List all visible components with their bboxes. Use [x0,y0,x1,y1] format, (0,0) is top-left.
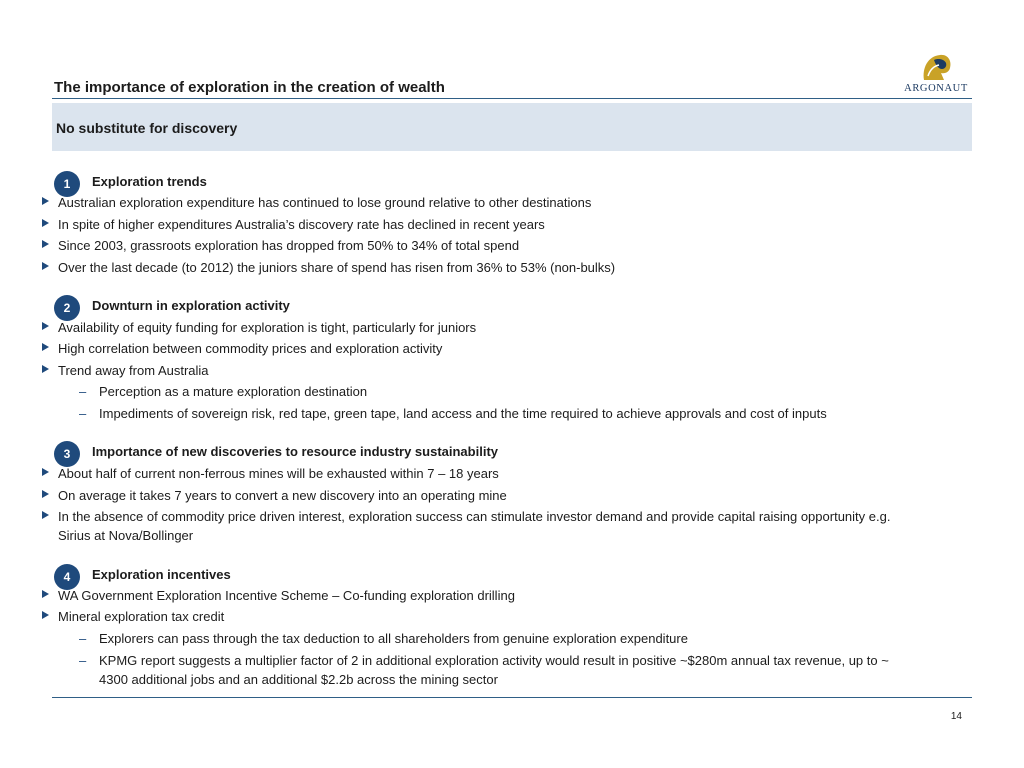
page-title: The importance of exploration in the creation of wealth [54,79,445,96]
bullet-arrow-icon [42,511,49,519]
sub-list-item: – Impediments of sovereign risk, red tape, green tape, land access and the time required to achieve approvals and cost of inputs [79,406,827,421]
dash-bullet: – [79,384,87,399]
section-heading: Downturn in exploration activity [92,298,290,313]
bullet-arrow-icon [42,365,49,373]
dash-bullet: – [79,653,87,668]
list-item: Over the last decade (to 2012) the juniors share of spend has risen from 36% to 53% (non-bulks) [58,258,908,277]
bullet-arrow-icon [42,468,49,476]
bullet-arrow-icon [42,611,49,619]
list-item: In spite of higher expenditures Australia’s discovery rate has declined in recent years [58,215,908,234]
section-number-badge: 3 [54,441,80,467]
section-number-badge: 2 [54,295,80,321]
argonaut-logo [898,50,974,96]
section-heading: Exploration trends [92,174,207,189]
subtitle-band [52,103,972,151]
logo-wordmark: ARGONAUT [904,83,968,94]
list-item: About half of current non-ferrous mines will be exhausted within 7 – 18 years [58,464,908,483]
list-item: High correlation between commodity prices and exploration activity [58,339,908,358]
footer-divider [52,697,972,698]
sub-list-item: – Perception as a mature exploration destination [79,384,368,399]
sub-list-item: – Explorers can pass through the tax deduction to all shareholders from genuine exploration expenditure [79,631,688,646]
helmet-icon [898,50,974,84]
list-item: Mineral exploration tax credit [58,607,908,626]
bullet-arrow-icon [42,322,49,330]
dash-bullet: – [79,406,87,421]
bullet-arrow-icon [42,590,49,598]
title-divider [52,98,972,99]
dash-bullet: – [79,631,87,646]
bullet-arrow-icon [42,490,49,498]
list-item: On average it takes 7 years to convert a new discovery into an operating mine [58,486,908,505]
list-item: In the absence of commodity price driven interest, exploration success can stimulate investor demand and provide capital raising opportunity e.g. Sirius at Nova/Bollinger [58,507,908,545]
subtitle: No substitute for discovery [56,120,238,136]
bullet-arrow-icon [42,240,49,248]
bullet-arrow-icon [42,197,49,205]
list-item: WA Government Exploration Incentive Scheme – Co-funding exploration drilling [58,586,908,605]
section-heading: Exploration incentives [92,567,231,582]
bullet-arrow-icon [42,219,49,227]
section-number-badge: 4 [54,564,80,590]
section-number-badge: 1 [54,171,80,197]
list-item: Australian exploration expenditure has continued to lose ground relative to other destinations [58,193,908,212]
list-item: Availability of equity funding for exploration is tight, particularly for juniors [58,318,908,337]
sub-list-item: – KPMG report suggests a multiplier factor of 2 in additional exploration activity would result in positive ~$280m annual tax revenue, up to ~ 4300 additional jobs and an additional $2.2b across the mining sector [79,653,889,687]
bullet-arrow-icon [42,262,49,270]
page-number: 14 [950,711,962,722]
section-heading: Importance of new discoveries to resource industry sustainability [92,444,499,459]
list-item: Since 2003, grassroots exploration has dropped from 50% to 34% of total spend [58,236,908,255]
bullet-arrow-icon [42,343,49,351]
list-item: Trend away from Australia [58,361,908,380]
